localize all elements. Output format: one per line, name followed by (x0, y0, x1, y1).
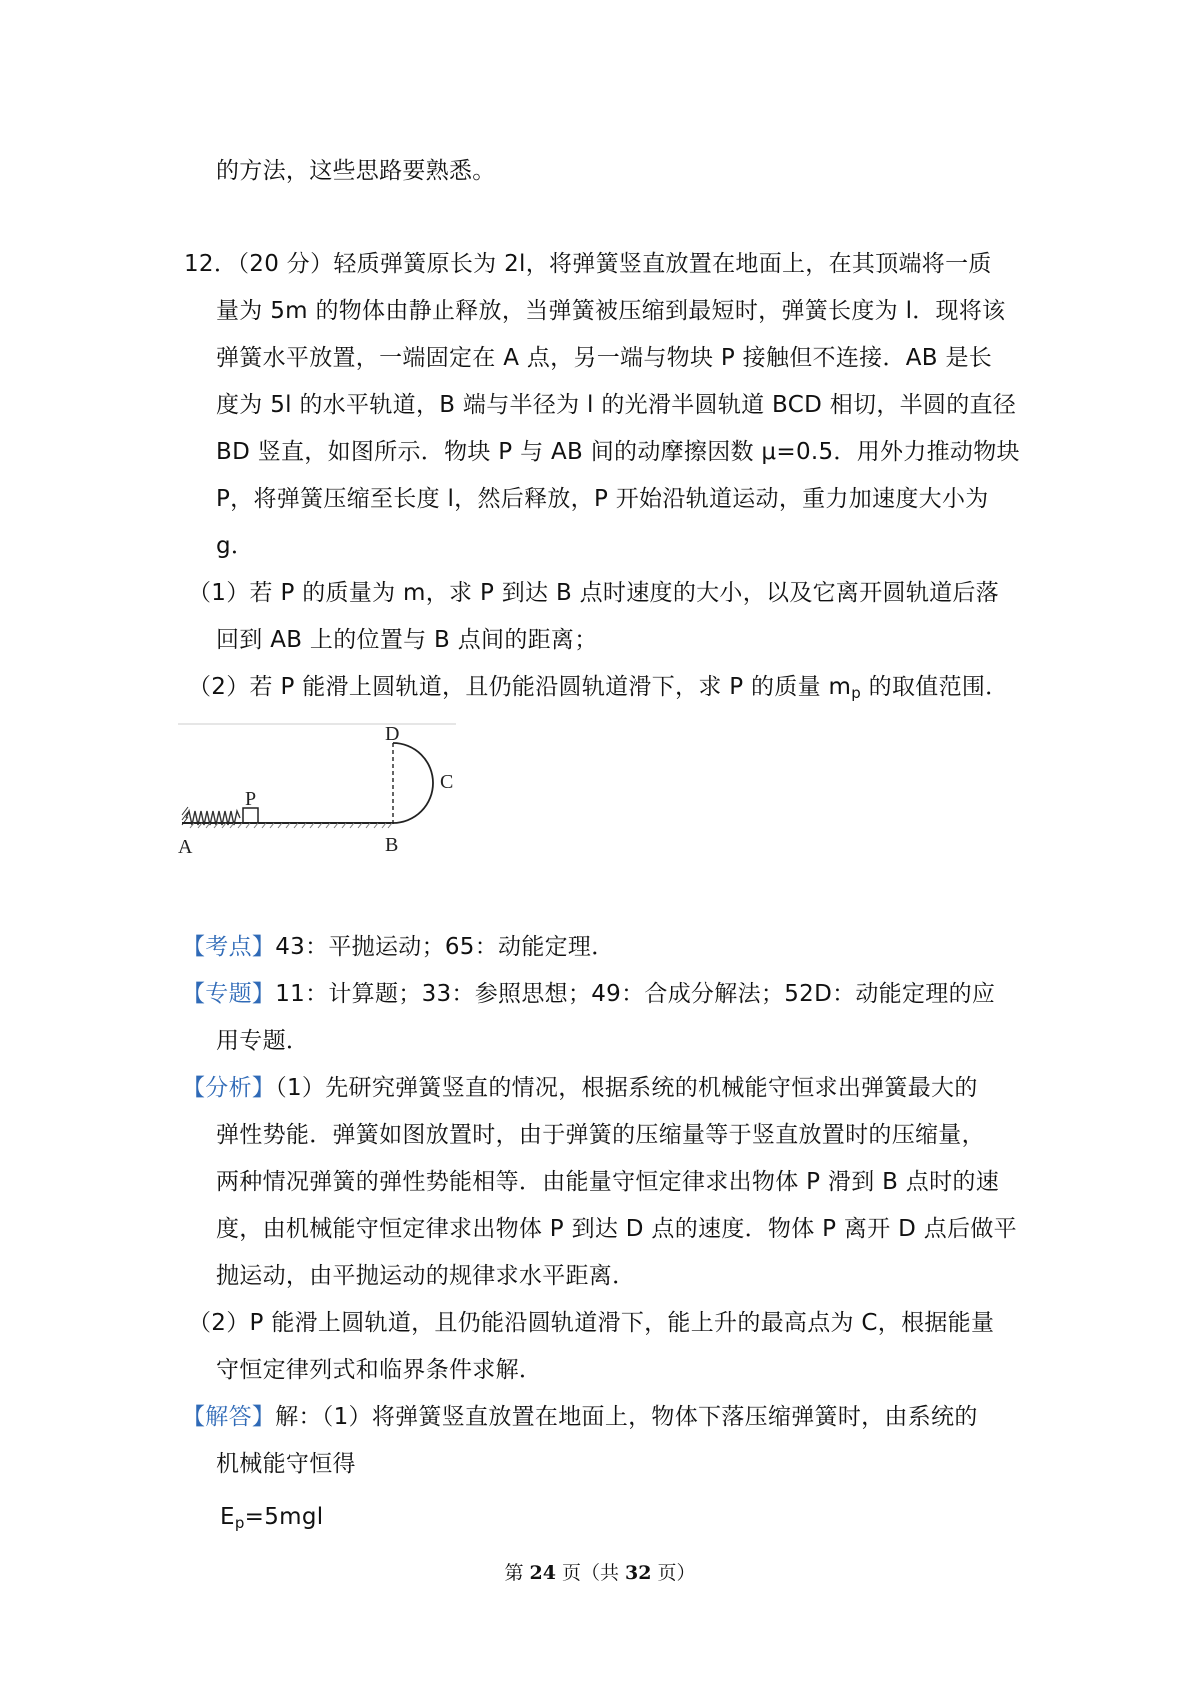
problem-line-2: 量为 5m 的物体由静止释放，当弹簧被压缩到最短时，弹簧长度为 l．现将该 (216, 298, 1006, 324)
semicircle-track-bcd (393, 743, 433, 823)
fenxi-text-7: 守恒定律列式和临界条件求解． (216, 1357, 543, 1383)
block-p (243, 808, 258, 823)
label-c: C (440, 771, 454, 793)
fenxi-text-5: 抛运动，由平抛运动的规律求水平距离． (216, 1263, 636, 1289)
formula-rest: =5mgl (244, 1504, 324, 1530)
kaodian-text: 43：平抛运动；65：动能定理． (275, 934, 615, 960)
formula-ep (220, 1502, 323, 1532)
label-p: P (245, 788, 257, 810)
fenxi-text-1: （1）先研究弹簧竖直的情况，根据系统的机械能守恒求出弹簧最大的 (275, 1075, 978, 1101)
problem-line-1: （20 分）轻质弹簧原长为 2l，将弹簧竖直放置在地面上，在其顶端将一质 (226, 251, 992, 277)
footer-total-pages: 32 (625, 1562, 652, 1584)
fenxi-text-3: 两种情况弹簧的弹性势能相等．由能量守恒定律求出物体 P 滑到 B 点时的速 (216, 1169, 999, 1195)
formula-subscript: p (234, 1514, 245, 1532)
label-d: D (385, 723, 400, 745)
zhuanti-text-1: 11：计算题；33：参照思想；49：合成分解法；52D：动能定理的应 (275, 981, 996, 1007)
fenxi-text-6: （2）P 能滑上圆轨道，且仍能沿圆轨道滑下，能上升的最高点为 C，根据能量 (188, 1310, 995, 1336)
jieda-tag: 【解答】 (182, 1404, 276, 1430)
question-1-line-2: 回到 AB 上的位置与 B 点间的距离； (216, 627, 598, 653)
previous-text-tail: 的方法，这些思路要熟悉。 (216, 158, 496, 184)
problem-line-6: P，将弹簧压缩至长度 l，然后释放，P 开始沿轨道运动，重力加速度大小为 (216, 486, 989, 512)
jieda-text-2: 机械能守恒得 (216, 1451, 356, 1477)
jieda-text-1: 解：（1）将弹簧竖直放置在地面上，物体下落压缩弹簧时，由系统的 (275, 1404, 978, 1430)
fenxi-text-4: 度，由机械能守恒定律求出物体 P 到达 D 点的速度．物体 P 离开 D 点后做平 (216, 1216, 1017, 1242)
fenxi (182, 1073, 978, 1103)
fenxi-tag: 【分析】 (182, 1075, 276, 1101)
kaodian (182, 932, 615, 962)
fenxi-text-2: 弹性势能．弹簧如图放置时，由于弹簧的压缩量等于竖直放置时的压缩量， (216, 1122, 985, 1148)
footer-page-number: 24 (529, 1562, 556, 1584)
problem-line-3: 弹簧水平放置，一端固定在 A 点，另一端与物块 P 接触但不连接．AB 是长 (216, 345, 993, 371)
zhuanti (182, 979, 995, 1009)
question-2-text: （2）若 P 能滑上圆轨道，且仍能沿圆轨道滑下，求 P 的质量 m (188, 674, 852, 700)
problem-line-5: BD 竖直，如图所示．物块 P 与 AB 间的动摩擦因数 μ=0.5．用外力推动物块 (216, 439, 1020, 465)
jieda (182, 1402, 978, 1432)
label-b: B (385, 834, 399, 856)
problem-line-4: 度为 5l 的水平轨道，B 端与半径为 l 的光滑半圆轨道 BCD 相切，半圆的直径 (216, 392, 1017, 418)
question-1-line-1: （1）若 P 的质量为 m，求 P 到达 B 点时速度的大小，以及它离开圆轨道后落 (188, 580, 1000, 606)
zhuanti-tag: 【专题】 (182, 981, 276, 1007)
question-2-subscript: p (851, 684, 862, 702)
question-2 (188, 672, 1008, 702)
zhuanti-text-2: 用专题． (216, 1028, 310, 1054)
formula-e: E (220, 1504, 235, 1530)
kaodian-tag: 【考点】 (182, 934, 276, 960)
label-a: A (178, 836, 193, 858)
problem-line-7: g． (216, 533, 255, 559)
footer-post: 页） (651, 1562, 696, 1584)
footer-pre: 第 (504, 1562, 530, 1584)
problem-number: 12． (184, 251, 238, 277)
page-footer (0, 1560, 1200, 1586)
footer-mid: 页（共 (555, 1562, 626, 1584)
question-2-tail: 的取值范围． (861, 674, 1009, 700)
track-diagram (176, 722, 466, 872)
